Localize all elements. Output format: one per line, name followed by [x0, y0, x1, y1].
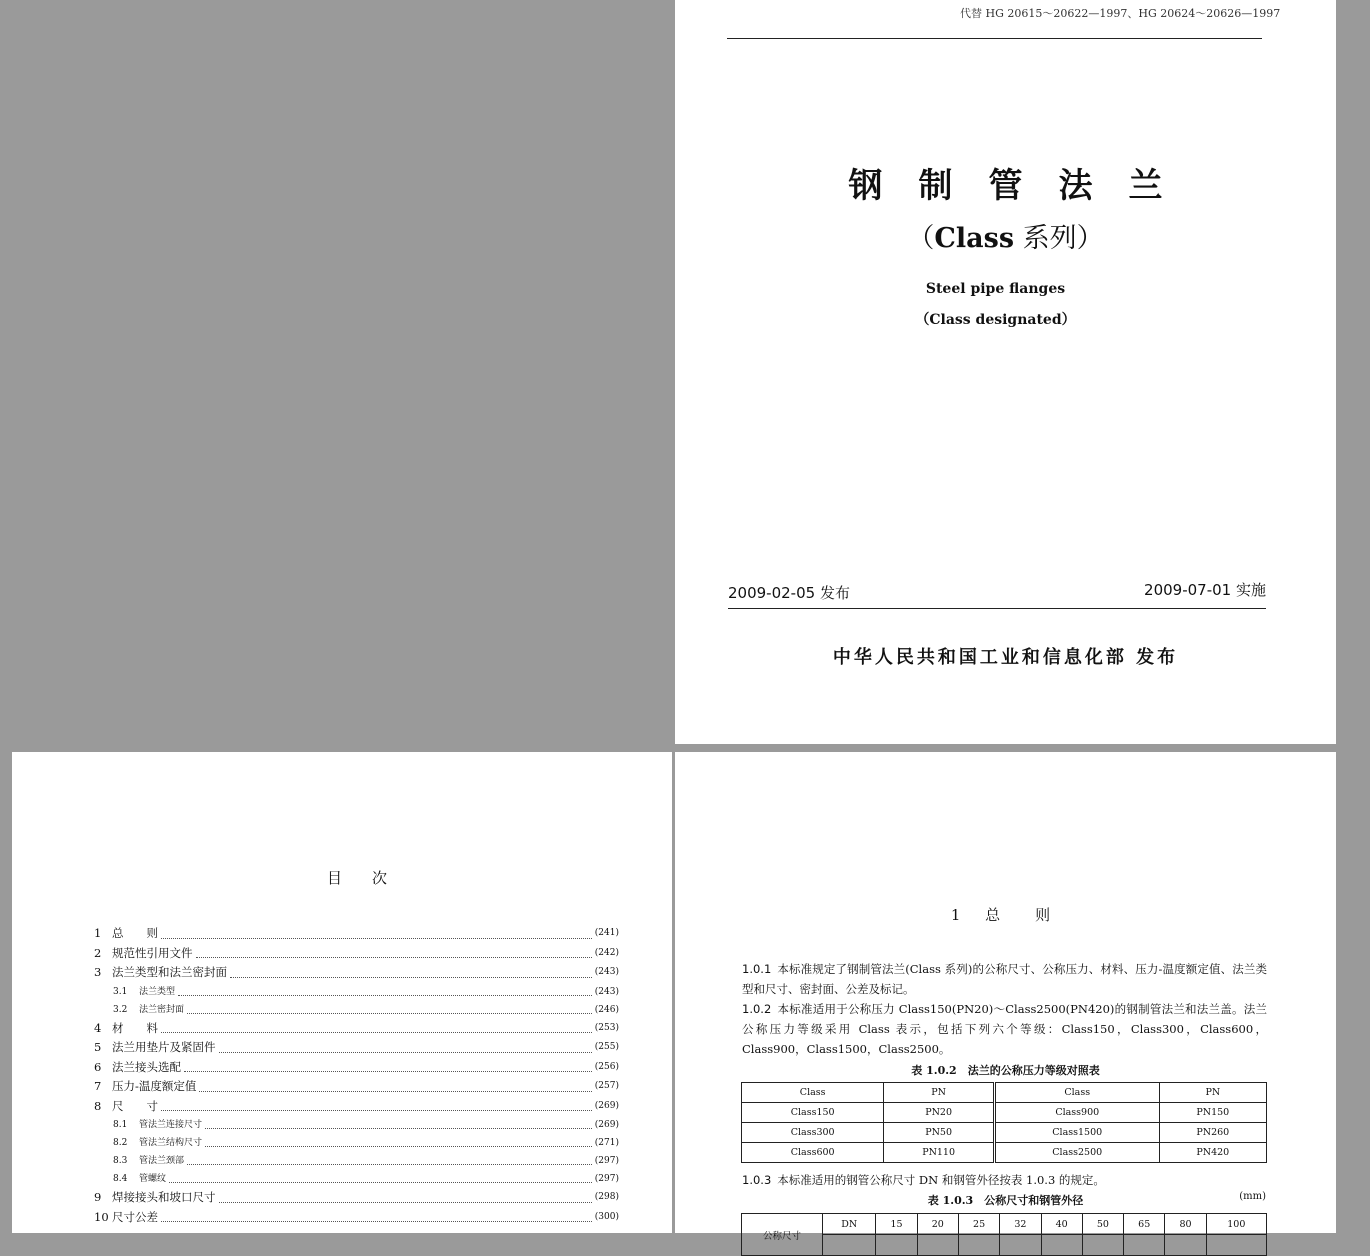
- table-1-0-2: [741, 1082, 1267, 1163]
- table-header-cell: PN: [884, 1083, 995, 1103]
- toc-item[interactable]: 1 总 则 (241): [94, 926, 619, 940]
- clause-1-0-2: 1.0.2 本标准适用于公称压力 Class150(PN20)～Class2500(PN420)的钢制管法兰和法兰盖。法兰公称压力等级采用 Class 表示，包括下列六个等级：Class150，Class300，Class600，Class900，Class1500，Class2500。: [742, 1002, 1267, 1056]
- table-row: [742, 1123, 1267, 1143]
- toc-item[interactable]: 9 焊接接头和坡口尺寸 (298): [94, 1190, 619, 1204]
- footer-rule: [728, 608, 1266, 609]
- table-header-cell: 40: [1041, 1214, 1082, 1235]
- cover-page: [675, 0, 1336, 744]
- toc-page: [12, 752, 672, 1233]
- implement-date: 2009-07-01 实施: [1144, 581, 1266, 599]
- replaces-note: 代替 HG 20615～20622—1997、HG 20624～20626—1997: [960, 7, 1281, 20]
- table-header-cell: 15: [876, 1214, 917, 1235]
- header-rule: [727, 38, 1262, 39]
- title-en: Steel pipe flanges: [925, 281, 1066, 297]
- toc-subitem[interactable]: 8.2 管法兰结构尺寸 (271): [113, 1138, 619, 1148]
- table-header-cell: 25: [958, 1214, 999, 1235]
- table-cell: Class300: [742, 1123, 884, 1143]
- toc-subitem[interactable]: 8.4 管螺纹 (297): [113, 1174, 619, 1184]
- toc-item[interactable]: 4 材 料 (253): [94, 1020, 619, 1035]
- publisher: 中华人民共和国工业和信息化部 发布: [832, 647, 1179, 668]
- toc-subitem[interactable]: 3.1 法兰类型 (243): [113, 986, 619, 997]
- table-row: [742, 1143, 1267, 1163]
- table-header-cell: DN: [823, 1214, 876, 1235]
- body-page: [675, 752, 1336, 1242]
- table-header-cell: 100: [1206, 1214, 1266, 1235]
- table-header-row: [742, 1214, 1267, 1235]
- subtitle-cn: （Class 系列）: [907, 223, 1104, 254]
- table-cell: PN50: [884, 1123, 995, 1143]
- table-row-label: 公称尺寸: [742, 1214, 823, 1256]
- table-header-cell: 50: [1082, 1214, 1123, 1235]
- toc-item[interactable]: 8 尺 寸 (269): [94, 1098, 619, 1113]
- toc-item[interactable]: 2 规范性引用文件 (242): [94, 945, 619, 960]
- table-cell: Class2500: [994, 1143, 1159, 1163]
- table-1-0-3-caption: 表 1.0.3 公称尺寸和钢管外径: [927, 1194, 1084, 1207]
- table-cell: Class900: [994, 1103, 1159, 1123]
- toc-item[interactable]: 6 法兰接头选配 (256): [94, 1059, 619, 1074]
- clause-1-0-1: 1.0.1 本标准规定了钢制管法兰(Class 系列)的公称尺寸、公称压力、材料、压力-温度额定值、法兰类型和尺寸、密封面、公差及标记。: [742, 962, 1267, 996]
- title-cn: 钢制管法兰: [848, 166, 1199, 206]
- table-header-cell: 20: [917, 1214, 958, 1235]
- toc-list: [94, 924, 619, 1227]
- table-header-cell: Class: [742, 1083, 884, 1103]
- table-cell: PN260: [1159, 1123, 1266, 1143]
- toc-title: 目次: [326, 869, 417, 887]
- table-cell: PN150: [1159, 1103, 1266, 1123]
- table-cell: PN420: [1159, 1143, 1266, 1163]
- toc-subitem[interactable]: 8.1 管法兰连接尺寸 (269): [113, 1120, 619, 1130]
- table-1-0-2-caption: 表 1.0.2 法兰的公称压力等级对照表: [911, 1064, 1100, 1077]
- table-header-row: [742, 1083, 1267, 1103]
- toc-item[interactable]: 3 法兰类型和法兰密封面 (243): [94, 965, 619, 979]
- table-cell: Class150: [742, 1103, 884, 1123]
- subtitle-en: （Class designated）: [915, 312, 1076, 328]
- table-header-cell: 32: [1000, 1214, 1041, 1235]
- chapter-heading: 1 总 则: [950, 906, 1061, 924]
- table-cell: PN110: [884, 1143, 995, 1163]
- publish-date: 2009-02-05 发布: [728, 584, 850, 602]
- table-header-cell: 80: [1165, 1214, 1206, 1235]
- table-1-0-3: [741, 1213, 1267, 1256]
- toc-item[interactable]: 7 压力-温度额定值 (257): [94, 1079, 619, 1093]
- table-row: [742, 1103, 1267, 1123]
- toc-item[interactable]: 10 尺寸公差 (300): [94, 1209, 619, 1224]
- table-cell: Class600: [742, 1143, 884, 1163]
- toc-subitem[interactable]: 3.2 法兰密封面 (246): [113, 1004, 619, 1015]
- toc-subitem[interactable]: 8.3 管法兰颈部 (297): [113, 1156, 619, 1166]
- toc-item[interactable]: 5 法兰用垫片及紧固件 (255): [94, 1040, 619, 1054]
- clause-1-0-3: 1.0.3 本标准适用的钢管公称尺寸 DN 和钢管外径按表 1.0.3 的规定。: [742, 1173, 1105, 1187]
- table-header-cell: 65: [1124, 1214, 1165, 1235]
- table-cell: PN20: [884, 1103, 995, 1123]
- table-header-cell: PN: [1159, 1083, 1266, 1103]
- table-cell: Class1500: [994, 1123, 1159, 1143]
- table-header-cell: Class: [994, 1083, 1159, 1103]
- table-1-0-3-unit: (mm): [1239, 1191, 1266, 1202]
